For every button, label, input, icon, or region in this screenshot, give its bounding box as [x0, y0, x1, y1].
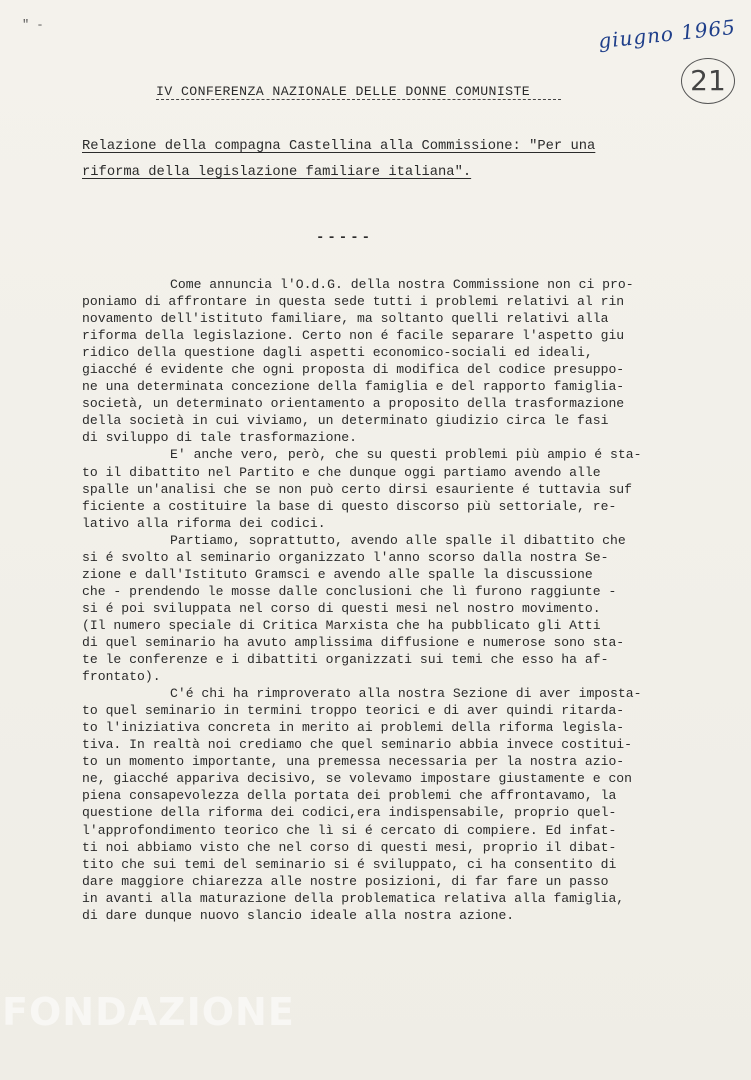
body-line: di quel seminario ha avuto amplissima diffusione e numerose sono sta- [82, 634, 625, 650]
body-line: ti noi abbiamo visto che nel corso di questi mesi, proprio il dibat- [82, 839, 617, 855]
body-line: C'é chi ha rimproverato alla nostra Sezione di aver imposta- [170, 686, 642, 702]
conference-title: IV CONFERENZA NAZIONALE DELLE DONNE COMUNISTE [156, 84, 531, 99]
body-line: società, un determinato orientamento a proposito della trasformazione [82, 396, 625, 412]
body-line: to l'iniziativa concreta in merito ai problemi della riforma legisla- [82, 720, 625, 736]
body-line: di dare dunque nuovo slancio ideale alla nostra azione. [82, 907, 515, 923]
report-heading-line-2: riforma della legislazione familiare italiana". [82, 165, 472, 180]
body-line: l'approfondimento teorico che lì si é cercato di compiere. Ed infat- [82, 822, 617, 838]
body-line: tiva. In realtà noi crediamo che quel seminario abbia invece costitui- [82, 737, 633, 753]
body-line: te le conferenze e i dibattiti organizzati sui temi che esso ha af- [82, 652, 609, 668]
body-line: in avanti alla maturazione della problematica relativa alla famiglia, [82, 890, 625, 906]
body-line: (Il numero speciale di Critica Marxista che ha pubblicato gli Atti [82, 617, 601, 633]
body-line: ne, giacché appariva decisivo, se volevamo impostare giustamente e con [82, 771, 633, 787]
report-heading-line-1: Relazione della compagna Castellina alla Commissione: "Per una [82, 139, 596, 154]
body-line: lativo alla riforma dei codici. [82, 515, 326, 531]
body-line: ridico della questione dagli aspetti economico-sociali ed ideali, [82, 345, 593, 361]
handwritten-date: giugno 1965 [597, 14, 737, 54]
body-line: giacché é evidente che ogni proposta di modifica del codice presuppo- [82, 362, 625, 378]
body-line: ne una determinata concezione della famiglia e del rapporto famiglia- [82, 379, 625, 395]
corner-mark: " - [22, 18, 44, 32]
body-line: to un momento importante, una premessa necessaria per la nostra azio- [82, 754, 625, 770]
body-line: spalle un'analisi che se non può certo dirsi esauriente é tuttavia suf [82, 481, 633, 497]
body-line: che - prendendo le mosse dalle conclusioni che lì furono raggiunte - [82, 583, 617, 599]
archive-watermark: FONDAZIONE [2, 990, 295, 1034]
body-line: ficiente a costituire la base di questo discorso più settoriale, re- [82, 498, 617, 514]
body-line: Partiamo, soprattutto, avendo alle spalle il dibattito che [170, 532, 626, 548]
body-line: di sviluppo di tale trasformazione. [82, 430, 358, 446]
section-separator: ----- [316, 230, 374, 246]
body-line: frontato). [82, 669, 161, 685]
body-line: si é poi sviluppata nel corso di questi mesi nel nostro movimento. [82, 600, 601, 616]
body-line: questione della riforma dei codici,era indispensabile, proprio quel- [82, 805, 617, 821]
body-line: zione e dall'Istituto Gramsci e avendo alle spalle la discussione [82, 566, 593, 582]
body-line: si é svolto al seminario organizzato l'anno scorso dalla nostra Se- [82, 549, 609, 565]
report-heading [82, 134, 682, 186]
body-line: E' anche vero, però, che su questi problemi più ampio é sta- [170, 447, 642, 463]
body-text [82, 276, 712, 924]
body-line: to il dibattito nel Partito e che dunque oggi partiamo avendo alle [82, 464, 601, 480]
body-line: riforma della legislazione. Certo non é facile separare l'aspetto giu [82, 328, 625, 344]
body-line: dare maggiore chiarezza alle nostre posizioni, di far fare un passo [82, 873, 609, 889]
body-line: Come annuncia l'O.d.G. della nostra Commissione non ci pro- [170, 277, 634, 292]
body-line: novamento dell'istituto familiare, ma soltanto quelli relativi alla [82, 311, 609, 327]
body-line: della società in cui viviamo, un determinato giudizio circa le fasi [82, 413, 609, 429]
body-line: poniamo di affrontare in questa sede tutti i problemi relativi al rin [82, 294, 625, 310]
body-line: tito che sui temi del seminario si é sviluppato, ci ha consentito di [82, 856, 617, 872]
page-number-circle: 21 [681, 58, 735, 104]
title-underline [156, 99, 561, 100]
body-line: piena consapevolezza della portata dei problemi che affrontavamo, la [82, 788, 617, 804]
body-line: to quel seminario in termini troppo teorici e di aver quindi ritarda- [82, 703, 625, 719]
